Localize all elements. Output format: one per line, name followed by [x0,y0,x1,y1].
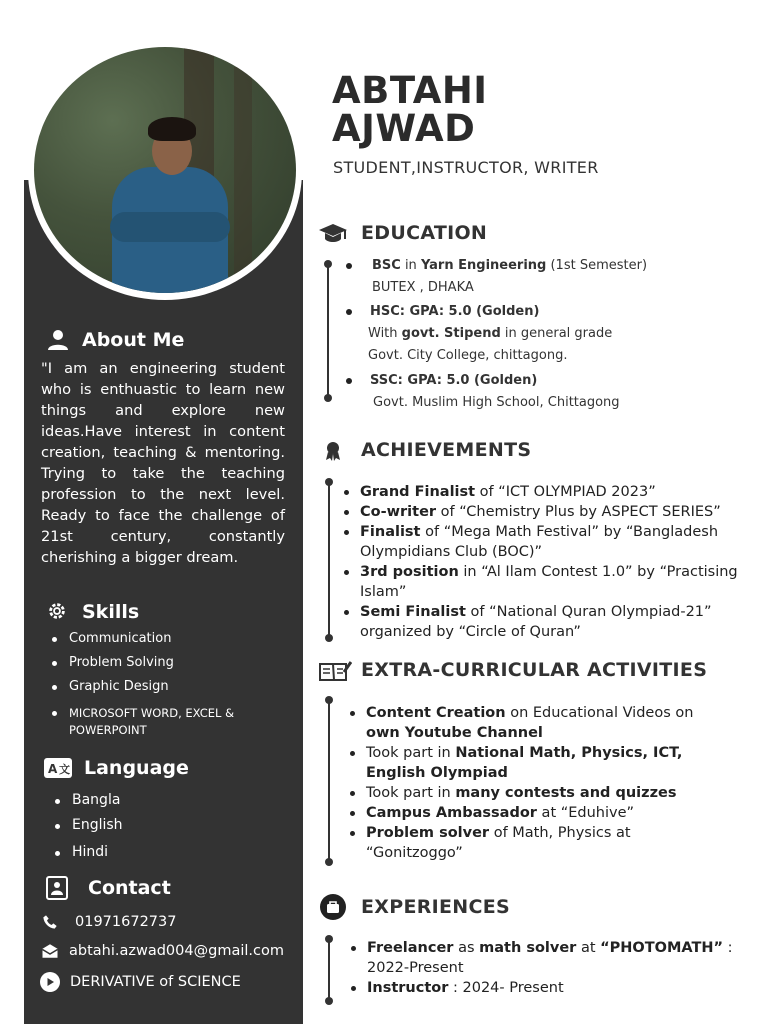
skills-title: Skills [82,601,140,623]
bold-text: 3rd position [360,564,459,580]
contact-phone[interactable] [40,913,176,931]
bold-text: Finalist [360,524,421,540]
activity-item: Content Creation on Educational Videos on own Youtube Channel [348,703,718,743]
bold-text: math solver [479,940,577,956]
education-timeline [327,264,329,398]
experiences-timeline [328,939,330,1001]
achievement-item: Co-writer of “Chemistry Plus by ASPECT SERIES” [342,502,758,522]
last-name: AJWAD [332,107,476,150]
bold-text: govt. Stipend [401,326,501,341]
phone-number: 01971672737 [75,914,177,930]
briefcase-icon [318,894,348,920]
experience-item: Instructor : 2024- Present [349,978,744,998]
skill-item: Problem Solving [50,651,280,675]
skills-heading [46,600,139,624]
education-item [346,256,647,298]
language-title: Language [84,757,189,779]
bold-text: Instructor [367,980,449,996]
award-icon [318,440,348,462]
experience-item: Freelancer as math solver at “PHOTOMATH” : 2022-Present [349,938,744,978]
skills-list [50,627,280,739]
language-list [53,788,253,865]
about-text: "I am an engineering student who is enthuastic to learn new things and explore new ideas.Have interest in content creation, teaching & mentoring. Trying to take the teaching profession to the next level. Ready to face the challenge of 21st century, constantly cherishing a bigger dream. [41,360,285,566]
contact-email[interactable] [40,942,284,960]
activity-item: Campus Ambassador at “Eduhive” [348,803,718,823]
education-line: Govt. City College, chittagong. [368,348,568,363]
about-heading [46,328,184,352]
bold-text: “PHOTOMATH” [600,940,724,956]
achievement-item: Semi Finalist of “National Quran Olympiad-21” organized by “Circle of Quran” [342,602,758,642]
person-roles: STUDENT,INSTRUCTOR, WRITER [333,158,599,177]
language-heading [44,757,189,779]
gear-icon [46,600,70,624]
bold-text: many contests and quizzes [455,785,677,801]
bold-text: Freelancer [367,940,454,956]
achievement-item: Finalist of “Mega Math Festival” by “Bangladesh Olympidians Club (BOC)” [342,522,758,562]
youtube-channel: DERIVATIVE of SCIENCE [70,974,241,990]
translate-icon [44,758,72,778]
bold-text: Grand Finalist [360,484,476,500]
activity-item: Took part in National Math, Physics, ICT, English Olympiad [348,743,718,783]
education-item [346,371,620,413]
education-line: BUTEX , DHAKA [372,280,474,295]
education-line [346,302,612,322]
bold-text: Yarn Engineering [420,258,547,273]
experiences-title: EXPERIENCES [361,896,511,918]
graduation-cap-icon [318,222,348,246]
bold-text: Co-writer [360,504,437,520]
achievement-item: Grand Finalist of “ICT OLYMPIAD 2023” [342,482,758,502]
bold-text: SSC: GPA: 5.0 (Golden) [370,373,538,388]
contact-book-icon [46,876,68,900]
education-item [346,302,612,366]
language-item: Bangla [53,788,253,813]
book-pen-icon [318,659,352,683]
bullet-dot [346,263,352,269]
skill-item: MICROSOFT WORD, EXCEL & POWERPOINT [50,705,280,739]
email-address: abtahi.azwad004@gmail.com [69,943,284,959]
activity-item: Took part in many contests and quizzes [348,783,718,803]
education-line: Govt. Muslim High School, Chittagong [373,395,620,410]
contact-title: Contact [88,877,171,899]
profile-photo [34,47,296,293]
contact-youtube[interactable] [40,973,241,991]
bold-text: own Youtube Channel [366,725,543,741]
experiences-list [349,938,744,998]
bold-text: HSC: GPA: 5.0 (Golden) [370,304,540,319]
svg-text:A: A [48,762,58,776]
svg-text:文: 文 [59,763,70,776]
email-icon [40,942,60,960]
contact-heading [46,876,171,900]
education-line [346,371,620,391]
bold-text: Content Creation [366,705,506,721]
education-line: BSC in Yarn Engineering (1st Semester) [372,258,648,273]
language-item: English [53,813,253,838]
extracurricular-list [348,703,718,863]
first-name: ABTAHI [332,69,488,112]
achievement-item: 3rd position in “Al Ilam Contest 1.0” by “Practising Islam” [342,562,758,602]
bullet-dot [346,309,352,315]
person-name [332,69,488,150]
extracurricular-timeline [328,700,330,862]
achievements-timeline [328,482,330,638]
bold-text: Semi Finalist [360,604,466,620]
education-title: EDUCATION [361,222,488,244]
bullet-dot [346,378,352,384]
activity-item: Problem solver of Math, Physics at “Gonitzoggo” [348,823,718,863]
achievements-title: ACHIEVEMENTS [361,439,532,461]
achievements-list [342,482,758,642]
about-title: About Me [82,329,185,351]
education-line: With govt. Stipend in general grade [368,326,613,341]
bold-text: BSC [372,258,401,273]
bold-text: Campus Ambassador [366,805,537,821]
skill-item: Communication [50,627,280,651]
bold-text: Problem solver [366,825,490,841]
skill-item: Graphic Design [50,675,280,699]
phone-icon [40,913,60,931]
youtube-icon [40,973,60,991]
bold-text: National Math, Physics, ICT, English Olympiad [366,745,683,781]
user-icon [46,328,70,352]
extracurricular-title: EXTRA-CURRICULAR ACTIVITIES [361,659,708,681]
language-item: Hindi [53,840,253,865]
